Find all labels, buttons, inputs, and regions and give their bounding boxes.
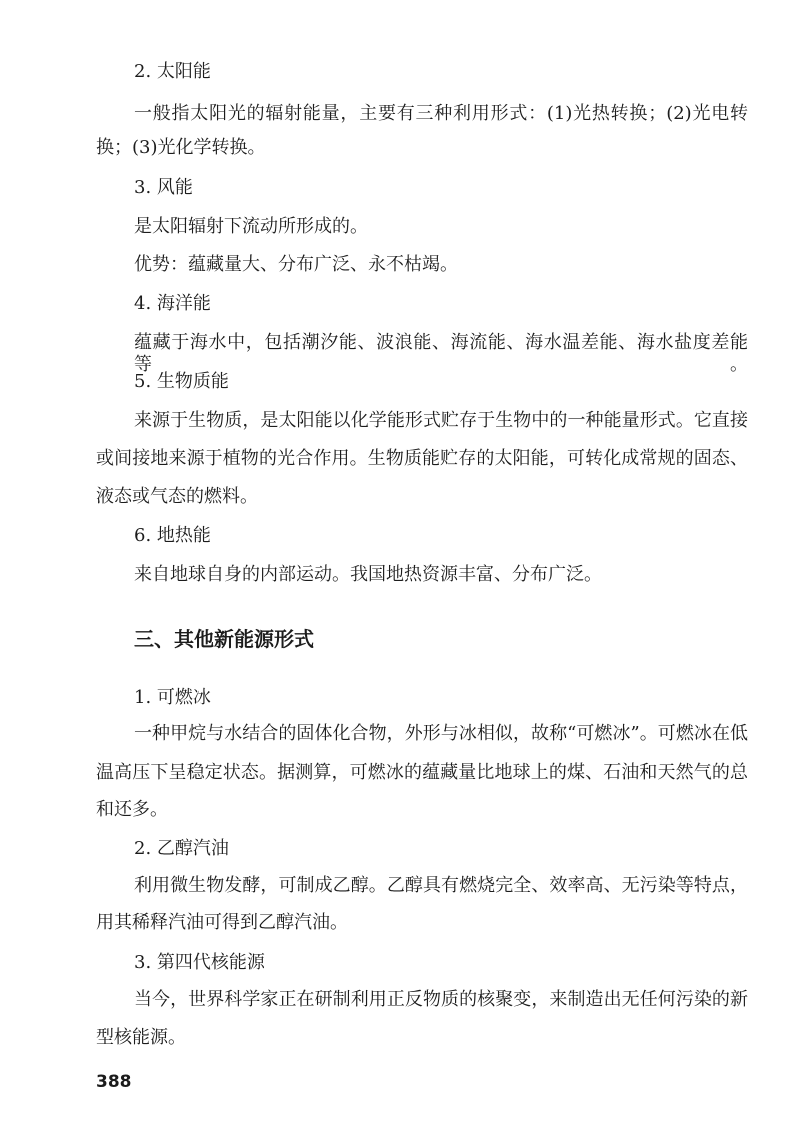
paragraph-line: 一种甲烷与水结合的固体化合物，外形与冰相似，故称“可燃冰”。可燃冰在低 bbox=[134, 723, 748, 744]
paragraph-line: 或间接地来源于植物的光合作用。生物质能贮存的太阳能，可转化成常规的固态、 bbox=[96, 448, 748, 469]
paragraph-line: 温高压下呈稳定状态。据测算，可燃冰的蕴藏量比地球上的煤、石油和天然气的总 bbox=[96, 762, 748, 783]
section-title-other: 三、其他新能源形式 bbox=[134, 627, 314, 651]
paragraph-line: 用其稀释汽油可得到乙醇汽油。 bbox=[96, 912, 348, 933]
paragraph-line: 型核能源。 bbox=[96, 1027, 186, 1048]
heading-hydrate: 1. 可燃冰 bbox=[134, 687, 211, 708]
page-number: 388 bbox=[96, 1072, 132, 1092]
paragraph-line: 一般指太阳光的辐射能量，主要有三种利用形式：(1)光热转换；(2)光电转 bbox=[134, 103, 748, 124]
paragraph-line: 优势：蕴藏量大、分布广泛、永不枯竭。 bbox=[134, 254, 458, 275]
paragraph-line: 是太阳辐射下流动所形成的。 bbox=[134, 216, 368, 237]
heading-ethanol: 2. 乙醇汽油 bbox=[134, 838, 229, 859]
paragraph-line: 蕴藏于海水中，包括潮汐能、波浪能、海流能、海水温差能、海水盐度差能等。 bbox=[134, 332, 748, 375]
paragraph-line: 换；(3)光化学转换。 bbox=[96, 137, 266, 158]
paragraph-line: 来自地球自身的内部运动。我国地热资源丰富、分布广泛。 bbox=[134, 564, 602, 585]
heading-wind: 3. 风能 bbox=[134, 177, 193, 198]
heading-biomass: 5. 生物质能 bbox=[134, 371, 229, 392]
paragraph-line: 来源于生物质，是太阳能以化学能形式贮存于生物中的一种能量形式。它直接 bbox=[134, 410, 748, 431]
paragraph-line: 利用微生物发酵，可制成乙醇。乙醇具有燃烧完全、效率高、无污染等特点， bbox=[134, 875, 748, 896]
heading-nuclear: 3. 第四代核能源 bbox=[134, 952, 265, 973]
heading-geothermal: 6. 地热能 bbox=[134, 525, 211, 546]
heading-solar: 2. 太阳能 bbox=[134, 61, 211, 82]
paragraph-line: 和还多。 bbox=[96, 799, 168, 820]
paragraph-line: 液态或气态的燃料。 bbox=[96, 486, 258, 507]
paragraph-line: 当今，世界科学家正在研制利用正反物质的核聚变，来制造出无任何污染的新 bbox=[134, 989, 748, 1010]
heading-ocean: 4. 海洋能 bbox=[134, 293, 211, 314]
